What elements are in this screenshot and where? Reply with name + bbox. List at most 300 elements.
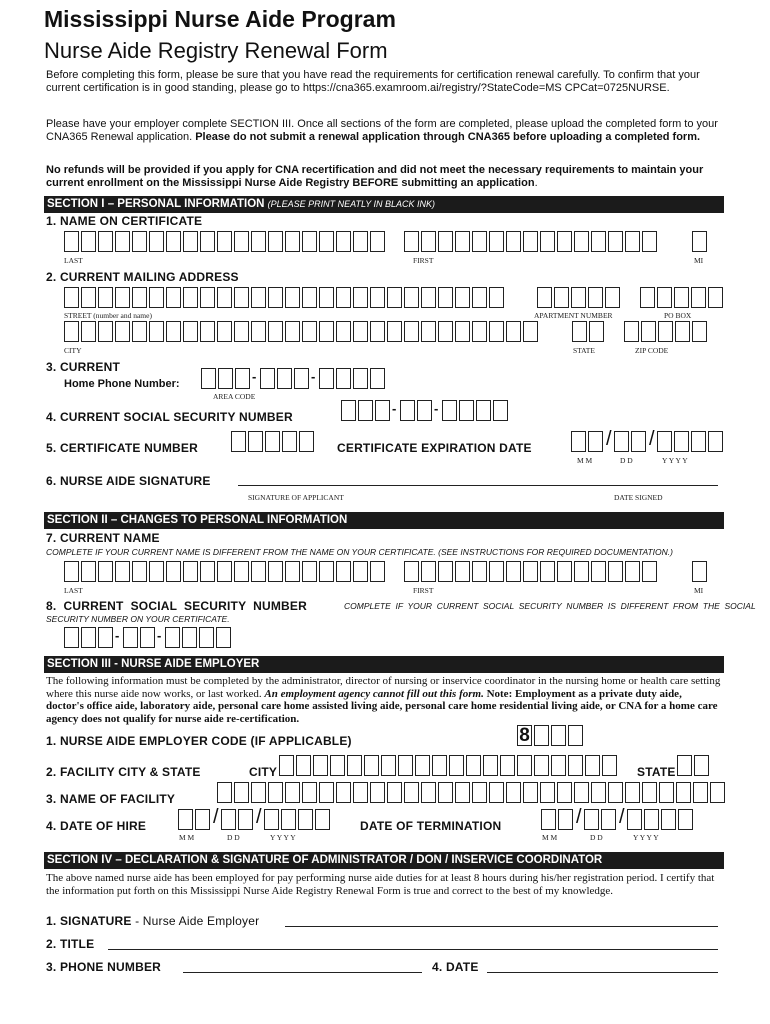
entry-box[interactable] (421, 287, 436, 308)
entry-box[interactable] (364, 755, 379, 776)
entry-box[interactable] (400, 400, 415, 421)
entry-box[interactable] (489, 561, 504, 582)
entry-box[interactable] (432, 755, 447, 776)
entry-box[interactable] (506, 561, 521, 582)
entry-box[interactable] (523, 782, 538, 803)
entry-box[interactable] (265, 431, 280, 452)
entry-box[interactable] (370, 368, 385, 389)
pobox-boxes[interactable] (640, 287, 725, 308)
entry-box[interactable] (571, 287, 586, 308)
entry-box[interactable] (140, 627, 155, 648)
entry-box[interactable] (693, 782, 708, 803)
entry-box[interactable] (231, 431, 246, 452)
intro-paragraph-3: No refunds will be provided if you apply for CNA recertification and did not meet the necessary requirements to maintain your current enrollment on the Mississippi Nurse Aide Registry BEFORE submitting an application. (46, 164, 704, 189)
entry-box[interactable] (472, 321, 487, 342)
entry-box[interactable] (282, 431, 297, 452)
entry-box[interactable] (98, 321, 113, 342)
entry-box[interactable] (166, 561, 181, 582)
entry-box[interactable] (674, 431, 689, 452)
entry-box[interactable] (178, 809, 193, 830)
entry-box[interactable] (455, 231, 470, 252)
entry-box[interactable] (234, 561, 249, 582)
entry-box[interactable] (353, 561, 368, 582)
entry-box[interactable] (299, 431, 314, 452)
entry-box[interactable] (658, 321, 673, 342)
entry-box[interactable] (710, 782, 725, 803)
entry-box[interactable] (234, 321, 249, 342)
entry-box[interactable] (614, 431, 629, 452)
entry-box[interactable] (644, 809, 659, 830)
entry-box[interactable] (115, 321, 130, 342)
entry-box[interactable] (694, 755, 709, 776)
entry-box[interactable] (421, 561, 436, 582)
facility-state-label: STATE (637, 765, 676, 779)
entry-box[interactable] (537, 287, 552, 308)
entry-box[interactable] (260, 368, 275, 389)
entry-box[interactable] (81, 287, 96, 308)
ssn-boxes-2[interactable] (400, 400, 434, 421)
entry-box[interactable] (302, 782, 317, 803)
hire-day-boxes[interactable] (221, 809, 255, 830)
entry-box[interactable] (574, 231, 589, 252)
entry-box[interactable] (624, 321, 639, 342)
entry-box[interactable] (248, 431, 263, 452)
q5-cert-number-label: 5. CERTIFICATE NUMBER (46, 441, 198, 455)
entry-box[interactable] (568, 725, 583, 746)
entry-box[interactable] (438, 561, 453, 582)
entry-box[interactable] (149, 231, 164, 252)
entry-box[interactable] (370, 782, 385, 803)
entry-box[interactable] (98, 627, 113, 648)
entry-box[interactable] (404, 561, 419, 582)
entry-box[interactable] (353, 782, 368, 803)
entry-box[interactable] (149, 287, 164, 308)
date-line[interactable] (487, 972, 718, 973)
entry-box[interactable] (404, 287, 419, 308)
entry-box[interactable] (268, 231, 283, 252)
entry-box[interactable] (472, 287, 487, 308)
entry-box[interactable] (115, 287, 130, 308)
entry-box[interactable] (217, 321, 232, 342)
entry-box[interactable] (353, 287, 368, 308)
entry-box[interactable] (319, 231, 334, 252)
entry-box[interactable] (319, 321, 334, 342)
entry-box[interactable] (455, 782, 470, 803)
entry-box[interactable] (489, 287, 504, 308)
entry-box[interactable] (298, 809, 313, 830)
entry-box[interactable] (675, 321, 690, 342)
entry-box[interactable] (353, 368, 368, 389)
entry-box[interactable] (438, 287, 453, 308)
entry-box[interactable] (489, 782, 504, 803)
mi-box[interactable] (692, 231, 709, 252)
entry-box[interactable] (336, 368, 351, 389)
entry-box[interactable] (692, 231, 707, 252)
entry-box[interactable] (506, 231, 521, 252)
entry-box[interactable] (523, 231, 538, 252)
entry-box[interactable] (523, 321, 538, 342)
term-month-boxes[interactable] (541, 809, 575, 830)
exp-year-boxes[interactable] (657, 431, 725, 452)
entry-box[interactable] (98, 287, 113, 308)
entry-box[interactable] (199, 627, 214, 648)
entry-box[interactable] (166, 321, 181, 342)
zip-boxes[interactable] (624, 321, 709, 342)
entry-box[interactable] (489, 321, 504, 342)
entry-box[interactable] (387, 287, 402, 308)
entry-box[interactable] (200, 561, 215, 582)
entry-box[interactable] (404, 321, 419, 342)
current-ssn-boxes-1[interactable] (64, 627, 115, 648)
entry-box[interactable] (64, 287, 79, 308)
entry-box[interactable] (234, 231, 249, 252)
entry-box[interactable] (302, 231, 317, 252)
entry-box[interactable] (591, 561, 606, 582)
entry-box[interactable] (370, 561, 385, 582)
entry-box[interactable] (149, 321, 164, 342)
entry-box[interactable] (336, 321, 351, 342)
entry-box[interactable] (506, 782, 521, 803)
employer-signature-line[interactable] (285, 926, 718, 927)
title-line[interactable] (108, 949, 718, 950)
entry-box[interactable] (279, 755, 294, 776)
entry-box[interactable] (268, 287, 283, 308)
area-code-boxes[interactable] (201, 368, 252, 389)
entry-box[interactable] (540, 782, 555, 803)
entry-box[interactable] (605, 287, 620, 308)
entry-box[interactable] (472, 561, 487, 582)
entry-box[interactable] (588, 287, 603, 308)
entry-box[interactable] (251, 321, 266, 342)
entry-box[interactable] (540, 561, 555, 582)
entry-box[interactable] (568, 755, 583, 776)
phone-line-boxes[interactable] (319, 368, 387, 389)
entry-box[interactable] (489, 231, 504, 252)
entry-box[interactable] (375, 400, 390, 421)
entry-box[interactable] (132, 287, 147, 308)
entry-box[interactable] (200, 231, 215, 252)
entry-box[interactable] (438, 782, 453, 803)
entry-box[interactable] (341, 400, 356, 421)
entry-box[interactable] (691, 287, 706, 308)
entry-box[interactable] (285, 231, 300, 252)
entry-box[interactable] (183, 561, 198, 582)
entry-box[interactable] (182, 627, 197, 648)
exp-day-boxes[interactable] (614, 431, 648, 452)
entry-box[interactable] (149, 561, 164, 582)
entry-box[interactable] (251, 287, 266, 308)
entry-box[interactable] (404, 782, 419, 803)
entry-box[interactable] (319, 782, 334, 803)
entry-box[interactable] (64, 627, 79, 648)
entry-box[interactable] (421, 231, 436, 252)
entry-box[interactable] (421, 321, 436, 342)
entry-box[interactable] (417, 400, 432, 421)
entry-box[interactable] (132, 321, 147, 342)
entry-box[interactable] (183, 321, 198, 342)
entry-box[interactable] (302, 287, 317, 308)
entry-box[interactable] (404, 231, 419, 252)
entry-box[interactable] (459, 400, 474, 421)
facility-city-boxes[interactable] (279, 755, 619, 776)
entry-box[interactable] (692, 561, 707, 582)
entry-box[interactable] (302, 321, 317, 342)
ssn-boxes-1[interactable] (341, 400, 392, 421)
phone-prefix-boxes[interactable] (260, 368, 311, 389)
entry-box[interactable] (81, 321, 96, 342)
entry-box[interactable] (132, 561, 147, 582)
entry-box[interactable] (558, 809, 573, 830)
entry-box[interactable] (217, 287, 232, 308)
entry-box[interactable] (234, 287, 249, 308)
entry-box[interactable] (387, 782, 402, 803)
entry-box[interactable] (115, 231, 130, 252)
entry-box[interactable] (625, 782, 640, 803)
entry-box[interactable] (264, 809, 279, 830)
entry-box[interactable] (625, 561, 640, 582)
entry-box[interactable] (370, 231, 385, 252)
entry-box[interactable] (584, 809, 599, 830)
entry-box[interactable] (708, 431, 723, 452)
entry-box[interactable] (466, 755, 481, 776)
entry-box[interactable] (574, 782, 589, 803)
entry-box[interactable] (398, 755, 413, 776)
entry-box[interactable] (483, 755, 498, 776)
entry-box[interactable] (677, 755, 692, 776)
hire-year-boxes[interactable] (264, 809, 332, 830)
entry-box[interactable] (285, 782, 300, 803)
entry-box[interactable] (387, 321, 402, 342)
entry-box[interactable] (183, 287, 198, 308)
entry-box[interactable] (572, 321, 587, 342)
entry-box[interactable] (296, 755, 311, 776)
entry-box[interactable] (455, 561, 470, 582)
entry-box[interactable] (500, 755, 515, 776)
entry-box[interactable] (455, 321, 470, 342)
state-boxes[interactable] (572, 321, 606, 342)
entry-box[interactable] (64, 231, 79, 252)
entry-box[interactable] (608, 561, 623, 582)
entry-box[interactable] (493, 400, 508, 421)
entry-box[interactable] (64, 561, 79, 582)
entry-box[interactable] (166, 231, 181, 252)
entry-box[interactable] (540, 231, 555, 252)
facility-name-boxes[interactable] (217, 782, 727, 803)
entry-box[interactable] (81, 561, 96, 582)
entry-box[interactable] (602, 755, 617, 776)
entry-box[interactable] (442, 400, 457, 421)
entry-box[interactable] (591, 782, 606, 803)
facility-state-boxes[interactable] (677, 755, 711, 776)
entry-box[interactable] (472, 782, 487, 803)
entry-box[interactable] (218, 368, 233, 389)
entry-box[interactable] (98, 561, 113, 582)
entry-box[interactable] (268, 782, 283, 803)
entry-box[interactable] (661, 809, 676, 830)
entry-box[interactable] (251, 231, 266, 252)
entry-box[interactable] (201, 368, 216, 389)
entry-box[interactable] (541, 809, 556, 830)
entry-box[interactable] (625, 231, 640, 252)
entry-box[interactable] (336, 231, 351, 252)
entry-box[interactable] (221, 809, 236, 830)
entry-box[interactable] (438, 321, 453, 342)
entry-box[interactable] (585, 755, 600, 776)
entry-box[interactable] (285, 561, 300, 582)
entry-box[interactable] (285, 321, 300, 342)
entry-box[interactable] (183, 231, 198, 252)
entry-box[interactable] (353, 321, 368, 342)
entry-box[interactable] (691, 431, 706, 452)
entry-box[interactable] (115, 561, 130, 582)
entry-box[interactable] (589, 321, 604, 342)
entry-box[interactable] (657, 431, 672, 452)
entry-box[interactable] (353, 231, 368, 252)
entry-box[interactable] (166, 287, 181, 308)
entry-box[interactable] (277, 368, 292, 389)
entry-box[interactable] (574, 561, 589, 582)
entry-box[interactable] (554, 287, 569, 308)
q8-ssn-label: 8. CURRENT SOCIAL SECURITY NUMBER (46, 599, 307, 613)
entry-box[interactable] (557, 561, 572, 582)
entry-box[interactable] (313, 755, 328, 776)
phone-line[interactable] (183, 972, 422, 973)
entry-box[interactable] (534, 755, 549, 776)
entry-box[interactable] (98, 231, 113, 252)
entry-box[interactable] (195, 809, 210, 830)
entry-box[interactable] (642, 231, 657, 252)
entry-box[interactable] (330, 755, 345, 776)
last-name-boxes[interactable] (64, 231, 387, 252)
entry-box[interactable] (534, 725, 549, 746)
entry-box[interactable] (608, 231, 623, 252)
entry-box[interactable] (657, 287, 672, 308)
entry-box[interactable] (165, 627, 180, 648)
entry-box[interactable] (659, 782, 674, 803)
entry-box[interactable] (676, 782, 691, 803)
entry-box[interactable] (64, 321, 79, 342)
entry-box[interactable] (708, 287, 723, 308)
entry-box[interactable] (132, 231, 147, 252)
entry-box[interactable] (217, 231, 232, 252)
entry-box[interactable] (517, 755, 532, 776)
entry-box[interactable] (588, 431, 603, 452)
entry-box[interactable] (200, 321, 215, 342)
entry-box[interactable] (238, 809, 253, 830)
entry-box[interactable] (268, 561, 283, 582)
entry-box[interactable] (358, 400, 373, 421)
entry-box[interactable] (601, 809, 616, 830)
entry-box[interactable] (319, 561, 334, 582)
entry-box[interactable] (217, 561, 232, 582)
city-boxes[interactable] (64, 321, 540, 342)
entry-box[interactable] (268, 321, 283, 342)
entry-box[interactable] (438, 231, 453, 252)
hire-month-boxes[interactable] (178, 809, 212, 830)
entry-box[interactable] (641, 321, 656, 342)
entry-box[interactable] (678, 809, 693, 830)
entry-box[interactable] (370, 321, 385, 342)
entry-box[interactable] (285, 287, 300, 308)
street-boxes[interactable] (64, 287, 506, 308)
last-label: LAST (64, 256, 83, 265)
entry-box[interactable] (251, 561, 266, 582)
entry-box[interactable] (642, 782, 657, 803)
entry-box[interactable] (640, 287, 655, 308)
apartment-boxes[interactable] (537, 287, 622, 308)
cert-number-boxes[interactable] (231, 431, 316, 452)
current-ssn-boxes-3[interactable] (165, 627, 233, 648)
entry-box[interactable] (294, 368, 309, 389)
entry-box[interactable] (123, 627, 138, 648)
entry-box[interactable] (506, 321, 521, 342)
entry-box[interactable] (551, 755, 566, 776)
entry-box[interactable] (81, 231, 96, 252)
entry-box[interactable] (642, 561, 657, 582)
entry-box[interactable] (251, 782, 266, 803)
current-last-name-boxes[interactable] (64, 561, 387, 582)
entry-box[interactable] (216, 627, 231, 648)
entry-box[interactable] (449, 755, 464, 776)
entry-box[interactable] (234, 782, 249, 803)
form-subtitle: Nurse Aide Registry Renewal Form (44, 38, 388, 63)
entry-box[interactable] (381, 755, 396, 776)
entry-box[interactable] (631, 431, 646, 452)
ssn-boxes-3[interactable] (442, 400, 510, 421)
current-ssn-boxes-2[interactable] (123, 627, 157, 648)
entry-box[interactable] (421, 782, 436, 803)
current-mi-box[interactable] (692, 561, 709, 582)
entry-box[interactable] (200, 287, 215, 308)
entry-box[interactable] (370, 287, 385, 308)
entry-box[interactable] (591, 231, 606, 252)
entry-box[interactable] (455, 287, 470, 308)
current-first-name-boxes[interactable] (404, 561, 659, 582)
entry-box[interactable] (315, 809, 330, 830)
employer-code-boxes[interactable] (534, 725, 585, 746)
entry-box[interactable] (81, 627, 96, 648)
entry-box[interactable] (608, 782, 623, 803)
entry-box[interactable] (627, 809, 642, 830)
entry-box[interactable] (476, 400, 491, 421)
entry-box[interactable] (235, 368, 250, 389)
section-3-instructions: The following information must be completed by the administrator, director of nursing or inservice coordinator in the nursing home or health care setting where this nurse aide now works, or last worked. An employment agency cannot fill out this form. Note: Employment as a private duty aide, doctor's office aide, laboratory aide, personal care home assisted living aide, personal care home residential living aide, or CNA for a home care agency does not qualify for nurse aide re-certification. (46, 675, 721, 725)
applicant-signature-line[interactable] (238, 485, 718, 486)
entry-box[interactable] (472, 231, 487, 252)
entry-box[interactable] (674, 287, 689, 308)
entry-box[interactable] (415, 755, 430, 776)
entry-box[interactable] (319, 368, 334, 389)
entry-box[interactable] (336, 782, 351, 803)
exp-month-boxes[interactable] (571, 431, 605, 452)
first-name-boxes[interactable] (404, 231, 659, 252)
term-day-boxes[interactable] (584, 809, 618, 830)
entry-box[interactable] (217, 782, 232, 803)
entry-box[interactable] (523, 561, 538, 582)
entry-box[interactable] (557, 231, 572, 252)
term-year-boxes[interactable] (627, 809, 695, 830)
entry-box[interactable] (551, 725, 566, 746)
entry-box[interactable] (336, 287, 351, 308)
entry-box[interactable] (281, 809, 296, 830)
entry-box[interactable] (557, 782, 572, 803)
entry-box[interactable] (336, 561, 351, 582)
entry-box[interactable] (347, 755, 362, 776)
entry-box[interactable] (319, 287, 334, 308)
entry-box[interactable] (692, 321, 707, 342)
entry-box[interactable] (302, 561, 317, 582)
entry-box[interactable] (571, 431, 586, 452)
